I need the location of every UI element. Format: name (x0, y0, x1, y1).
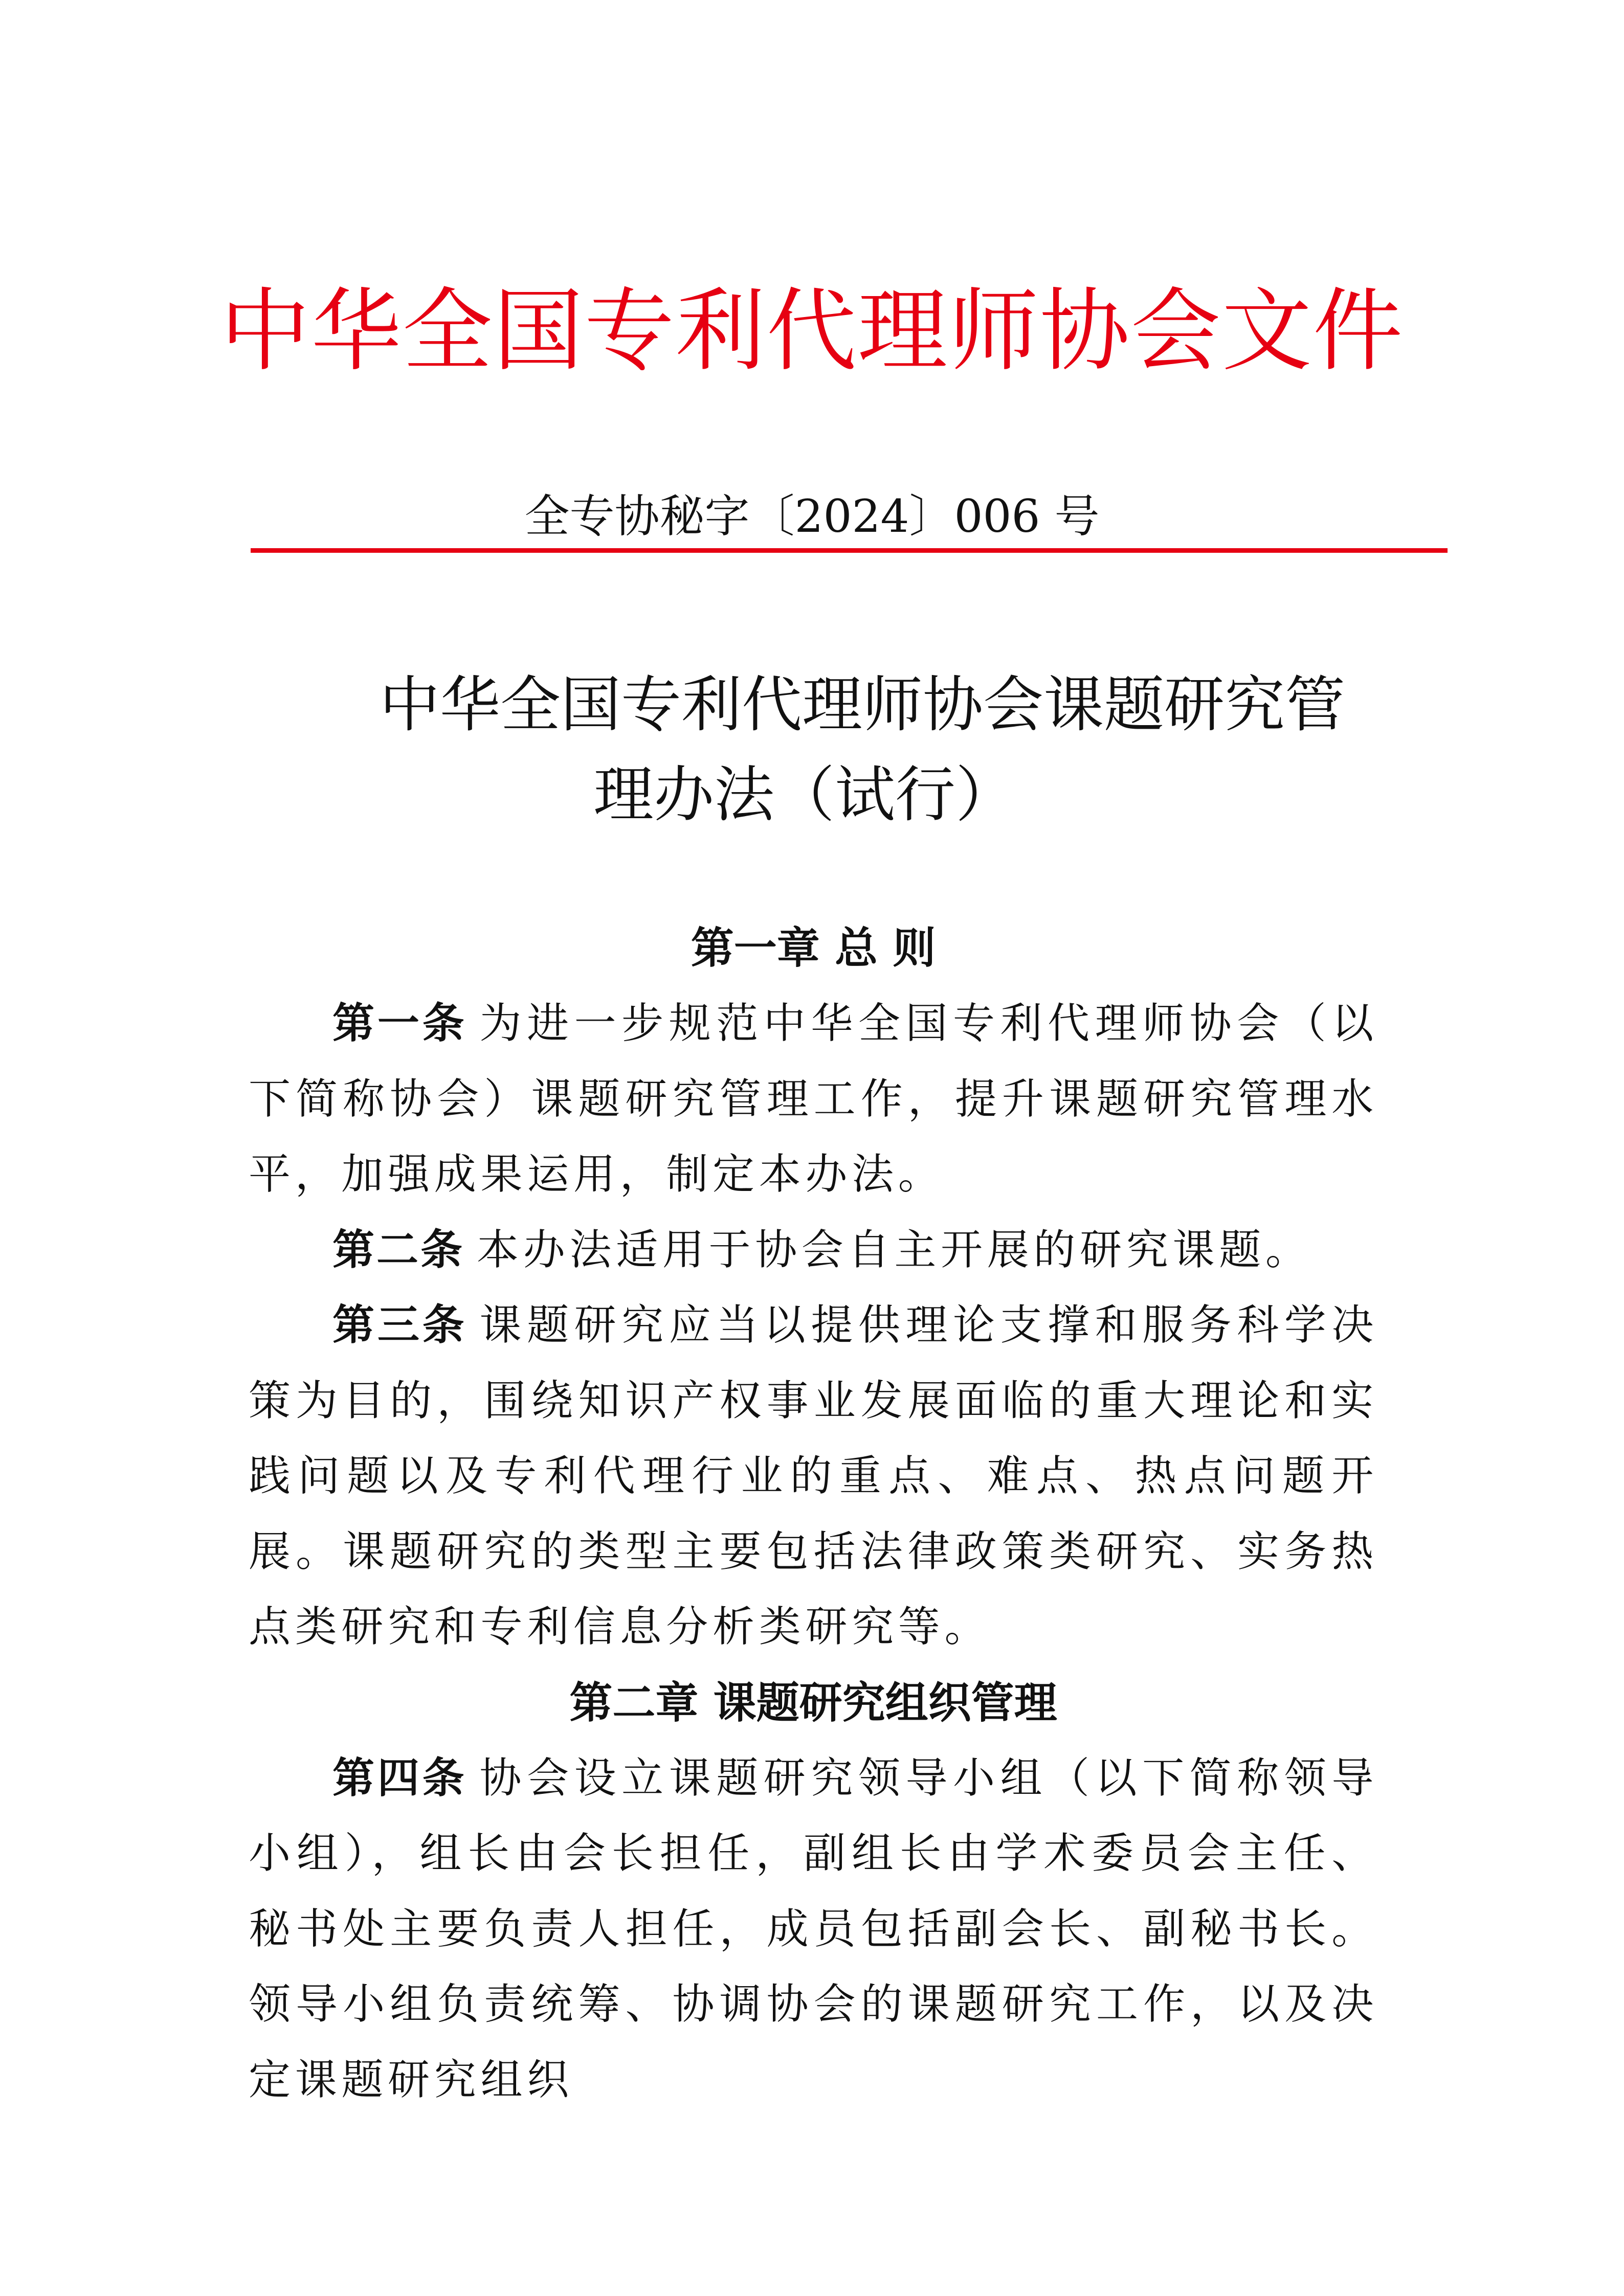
article-label: 第四条 (332, 1753, 468, 1803)
document-header-title: 中华全国专利代理师协会文件 (220, 279, 1404, 384)
article-paragraph (249, 1288, 1378, 1665)
article-paragraph (249, 1212, 1378, 1288)
article-paragraph (249, 1741, 1378, 2118)
document-title-line1: 中华全国专利代理师协会课题研究管 (380, 669, 1346, 740)
article-paragraph (249, 986, 1378, 1212)
article-text: 本办法适用于协会自主开展的研究课题。 (477, 1225, 1312, 1274)
article-text: 课题研究应当以提供理论支撑和服务科学决策为目的，围绕知识产权事业发展面临的重大理论和实践问题以及专利代理行业的重点、难点、热点问题开展。课题研究的类型主要包括法律政策类研究、实务热点类研究和专利信息分析类研究等。 (249, 1301, 1378, 1651)
red-divider-rule (251, 548, 1448, 553)
article-text: 为进一步规范中华全国专利代理师协会（以下简称协会）课题研究管理工作，提升课题研究管理水平，加强成果运用，制定本办法。 (249, 999, 1378, 1199)
document-title-line2: 理办法（试行） (593, 759, 1016, 830)
chapter-heading: 第二章 课题研究组织管理 (569, 1677, 1057, 1728)
document-body (249, 910, 1378, 2118)
chapter-heading: 第一章 总 则 (691, 923, 936, 973)
article-label: 第三条 (332, 1301, 468, 1349)
article-label: 第二条 (332, 1225, 465, 1274)
article-label: 第一条 (332, 999, 468, 1048)
article-text: 协会设立课题研究领导小组（以下简称领导小组），组长由会长担任，副组长由学术委员会主任、秘书处主要负责人担任，成员包括副会长、副秘书长。领导小组负责统筹、协调协会的课题研究工作，以及决定课题研究组织 (249, 1753, 1378, 2104)
document-number: 全专协秘字〔2024〕006 号 (524, 490, 1100, 543)
